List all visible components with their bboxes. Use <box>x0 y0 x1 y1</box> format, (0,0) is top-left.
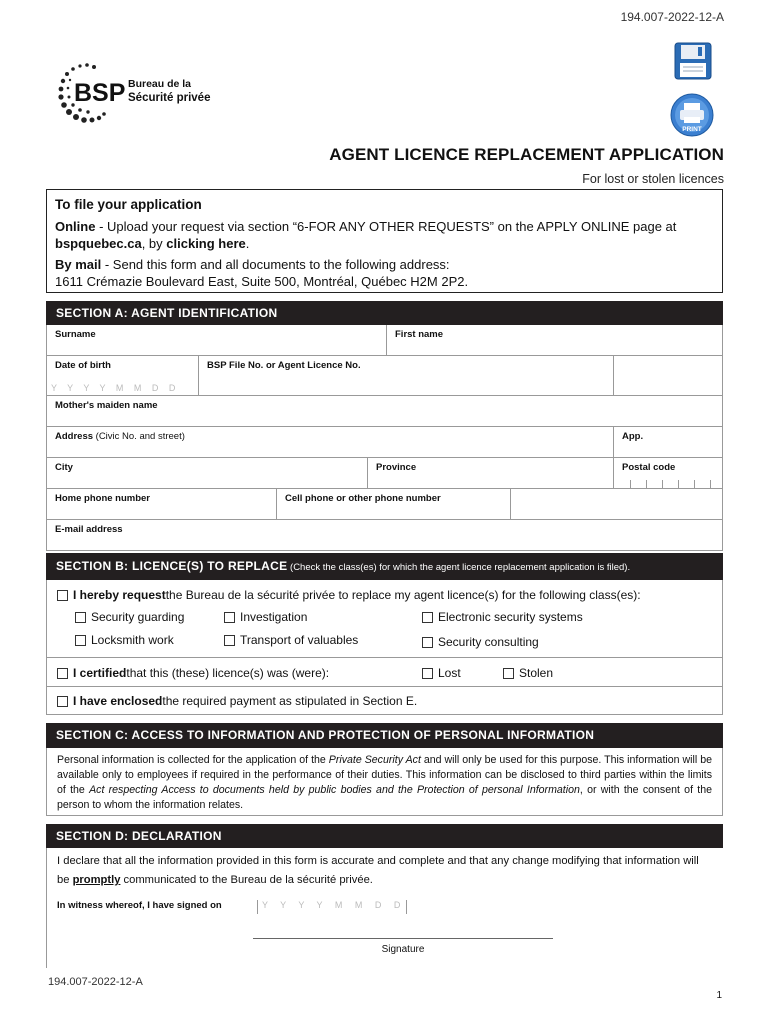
row-city <box>47 458 722 489</box>
print-label: PRINT <box>682 126 702 133</box>
class-security-guarding-checkbox[interactable]: Security guarding <box>75 610 184 624</box>
row-maiden <box>47 396 722 427</box>
row-phones <box>47 489 722 520</box>
checkbox-square[interactable] <box>422 668 433 679</box>
postal-code-field[interactable]: Postal code <box>613 458 722 488</box>
certified-checkbox[interactable]: I certified that this (these) licence(s) was (were): <box>57 666 329 680</box>
date-of-birth-field[interactable]: Date of birth Y Y Y Y M M D D <box>51 360 180 393</box>
address-field[interactable]: Address (Civic No. and street) <box>55 431 185 442</box>
apartment-field[interactable]: App. <box>613 427 722 457</box>
section-a-header: SECTION A: AGENT IDENTIFICATION <box>46 301 723 325</box>
city-field[interactable]: City <box>55 462 73 473</box>
postal-tick <box>662 480 663 488</box>
class-security-consulting-checkbox[interactable]: Security consulting <box>422 635 539 649</box>
postal-tick <box>630 480 631 488</box>
checkbox-square[interactable] <box>57 668 68 679</box>
checkbox-square[interactable] <box>224 612 235 623</box>
first-name-field[interactable]: First name <box>386 325 722 355</box>
logo-line2: Sécurité privée <box>128 92 211 104</box>
surname-field[interactable]: Surname <box>55 329 96 340</box>
class-investigation-checkbox[interactable]: Investigation <box>224 610 307 624</box>
logo-line1: Bureau de la <box>128 78 192 90</box>
declaration-text: I declare that all the information provided in this form is accurate and complete and that any change modifying that information will be promptly communicated to the Bureau de la sécurité privée. <box>57 855 699 886</box>
divider <box>47 686 722 687</box>
stolen-checkbox[interactable]: Stolen <box>503 666 553 680</box>
row-email <box>47 520 722 551</box>
signed-date-field[interactable]: Y Y Y Y M M D D <box>257 900 407 914</box>
postal-tick <box>678 480 679 488</box>
signature-label: Signature <box>381 944 425 955</box>
checkbox-square[interactable] <box>422 612 433 623</box>
class-locksmith-checkbox[interactable]: Locksmith work <box>75 633 174 647</box>
checkbox-square[interactable] <box>75 612 86 623</box>
section-d-header: SECTION D: DECLARATION <box>46 824 723 848</box>
lost-checkbox[interactable]: Lost <box>422 666 461 680</box>
print-icon[interactable] <box>670 93 714 137</box>
mothers-maiden-name-field[interactable]: Mother's maiden name <box>55 400 158 411</box>
enclosed-payment-checkbox[interactable]: I have enclosed the required payment as stipulated in Section E. <box>57 694 417 708</box>
class-transport-valuables-checkbox[interactable]: Transport of valuables <box>224 633 358 647</box>
filing-instructions <box>46 189 723 293</box>
footer-form-code: 194.007-2022-12-A <box>48 976 143 988</box>
signature-line[interactable] <box>253 938 553 939</box>
row-names <box>47 325 722 356</box>
divider <box>47 657 722 658</box>
apply-online-link[interactable]: APPLY ONLINE <box>536 219 630 234</box>
row-address <box>47 427 722 458</box>
province-field[interactable]: Province <box>367 458 613 488</box>
row-dob <box>47 356 722 396</box>
filing-mail: By mail - Send this form and all documents to the following address: 1611 Crémazie Boulevard East, Suite 500, Montréal, Québec H2M 2P2. <box>55 257 469 289</box>
section-b-body <box>46 580 723 715</box>
checkbox-square[interactable] <box>422 637 433 648</box>
checkbox-square[interactable] <box>503 668 514 679</box>
section-c-header: SECTION C: ACCESS TO INFORMATION AND PROTECTION OF PERSONAL INFORMATION <box>46 723 723 748</box>
postal-tick <box>710 480 711 488</box>
form-code: 194.007-2022-12-A <box>620 10 724 24</box>
class-electronic-security-checkbox[interactable]: Electronic security systems <box>422 610 583 624</box>
postal-tick <box>646 480 647 488</box>
page-number: 1 <box>716 990 722 1001</box>
checkbox-square[interactable] <box>57 696 68 707</box>
bsp-file-number-extra[interactable] <box>613 356 722 395</box>
filing-heading: To file your application <box>55 197 202 212</box>
cell-phone-field[interactable]: Cell phone or other phone number <box>276 489 510 519</box>
filing-online: Online - Upload your request via section “6-FOR ANY OTHER REQUESTS” on the APPLY ONLINE page at bspquebec.ca, by clicking here. <box>55 219 677 251</box>
section-c-body: Personal information is collected for the application of the Private Security Act and will only be used for this purpose. This information will be available only to employees if required in the performance of their duties. This information can be disclosed to third parties within the limits of the Act respecting Access to documents held by public bodies and the Protection of personal Information, or with the consent of the person to whom the information relates. <box>46 748 723 816</box>
page-subtitle: For lost or stolen licences <box>582 172 724 186</box>
bsp-logo <box>56 60 226 124</box>
request-checkbox[interactable]: I hereby request the Bureau de la sécurité privée to replace my agent licence(s) for the following class(es): <box>57 588 641 602</box>
home-phone-field[interactable]: Home phone number <box>55 493 151 504</box>
page-title: AGENT LICENCE REPLACEMENT APPLICATION <box>329 145 724 164</box>
cell-phone-extra[interactable] <box>510 489 722 519</box>
postal-tick <box>694 480 695 488</box>
witness-label: In witness whereof, I have signed on <box>57 900 222 911</box>
checkbox-square[interactable] <box>224 635 235 646</box>
checkbox-square[interactable] <box>75 635 86 646</box>
bsp-file-number-field[interactable]: BSP File No. or Agent Licence No. <box>198 356 613 395</box>
bsp-website-link[interactable]: bspquebec.ca <box>55 236 142 251</box>
section-b-header: SECTION B: LICENCE(S) TO REPLACE (Check the class(es) for which the agent licence replacement application is filed). <box>46 553 723 580</box>
save-disk-icon[interactable] <box>674 42 712 80</box>
checkbox-square[interactable] <box>57 590 68 601</box>
section-d-body <box>46 848 723 968</box>
clicking-here-link[interactable]: clicking here <box>166 236 246 251</box>
mailing-address: 1611 Crémazie Boulevard East, Suite 500, Montréal, Québec H2M 2P2. <box>55 274 469 289</box>
logo-acronym: BSP <box>74 79 126 107</box>
section-a-grid <box>46 325 723 551</box>
email-field[interactable]: E-mail address <box>55 524 123 535</box>
